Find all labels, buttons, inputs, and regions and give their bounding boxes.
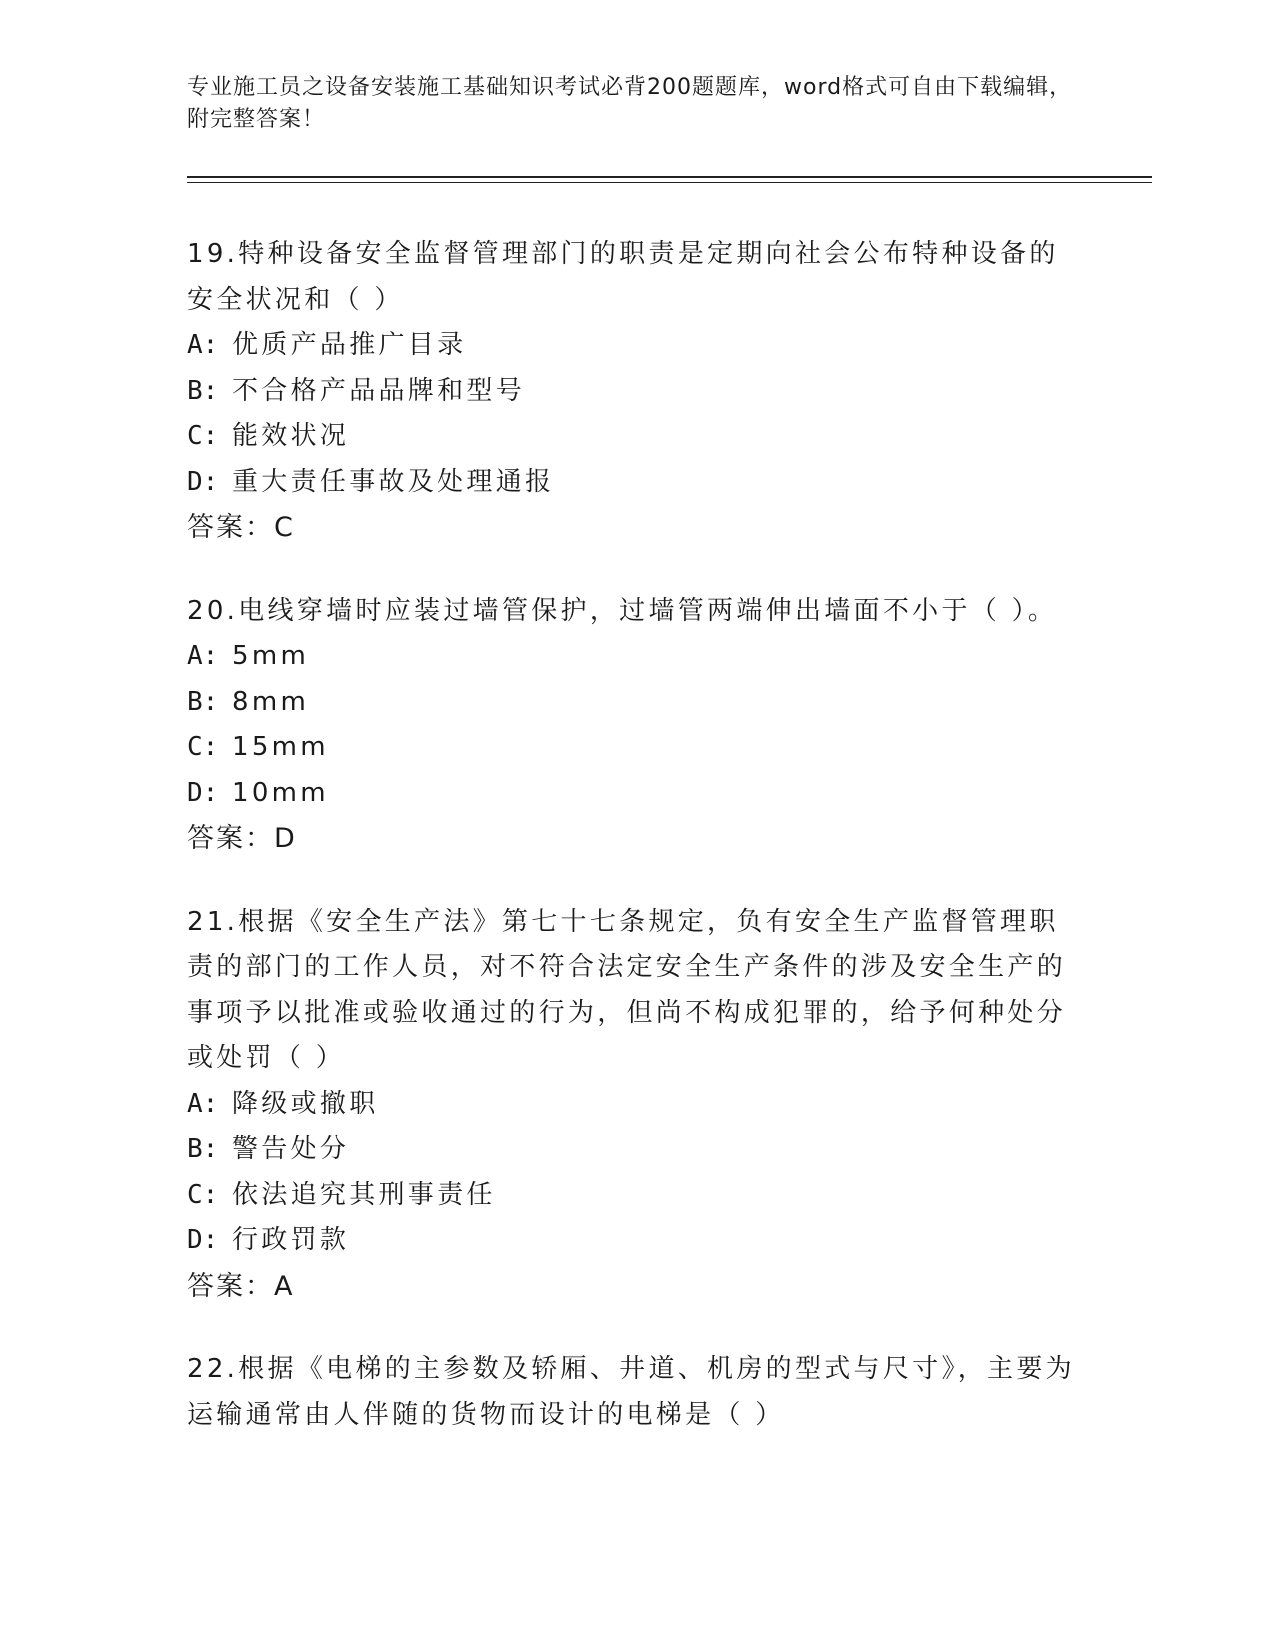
option-c [187, 725, 1087, 771]
option-b [187, 369, 1087, 415]
question-list [187, 232, 1087, 1476]
option-key: C: [187, 1179, 219, 1210]
option-text: 降级或撤职 [232, 1088, 379, 1119]
option-key: D: [187, 1225, 219, 1255]
question-22 [187, 1347, 1087, 1438]
option-text: 行政罚款 [232, 1225, 350, 1255]
question-21 [187, 900, 1087, 1310]
option-text: 依法追究其刑事责任 [232, 1179, 496, 1210]
question-20 [187, 589, 1087, 862]
option-key: C: [187, 732, 219, 762]
option-text: 不合格产品品牌和型号 [232, 375, 526, 406]
option-d [187, 771, 1087, 817]
option-key: B: [187, 375, 219, 406]
option-key: D: [187, 777, 219, 808]
option-c [187, 1173, 1087, 1219]
option-key: D: [187, 466, 219, 497]
question-stem: 19.特种设备安全监督管理部门的职责是定期向社会公布特种设备的安全状况和（ ） [187, 239, 1059, 315]
answer-line: 答案：D [187, 823, 297, 854]
option-a [187, 323, 1087, 369]
option-a [187, 634, 1087, 680]
question-stem: 22.根据《电梯的主参数及轿厢、井道、机房的型式与尺寸》，主要为运输通常由人伴随的货物而设计的电梯是（ ） [187, 1354, 1075, 1430]
option-text: 优质产品推广目录 [232, 330, 467, 360]
option-d [187, 460, 1087, 506]
option-key: C: [187, 421, 219, 451]
option-text: 8mm [232, 686, 310, 717]
option-b [187, 680, 1087, 726]
option-d [187, 1218, 1087, 1264]
option-c [187, 414, 1087, 460]
option-text: 15mm [232, 732, 329, 762]
option-b [187, 1127, 1087, 1173]
option-a [187, 1082, 1087, 1128]
answer-line: 答案：A [187, 1270, 295, 1302]
question-19 [187, 232, 1087, 551]
option-key: A: [187, 1088, 219, 1119]
option-key: A: [187, 330, 219, 360]
question-stem: 20.电线穿墙时应装过墙管保护，过墙管两端伸出墙面不小于（ ）。 [187, 595, 1058, 626]
option-text: 5mm [232, 641, 310, 671]
option-key: B: [187, 686, 219, 717]
header-divider [187, 176, 1152, 178]
question-stem: 21.根据《安全生产法》第七十七条规定，负有安全生产监督管理职责的部门的工作人员，对不符合法定安全生产条件的涉及安全生产的事项予以批准或验收通过的行为，但尚不构成犯罪的，给予何种处分或处罚（ ） [187, 906, 1067, 1073]
answer-line: 答案：C [187, 512, 295, 543]
option-text: 10mm [232, 777, 329, 808]
option-key: B: [187, 1134, 219, 1164]
option-text: 警告处分 [232, 1134, 350, 1164]
header-divider-thin [187, 182, 1152, 183]
option-text: 重大责任事故及处理通报 [232, 466, 555, 497]
document-header: 专业施工员之设备安装施工基础知识考试必背200题题库，word格式可自由下载编辑，附完整答案！ [187, 75, 1073, 132]
option-key: A: [187, 641, 219, 671]
option-text: 能效状况 [232, 421, 350, 451]
